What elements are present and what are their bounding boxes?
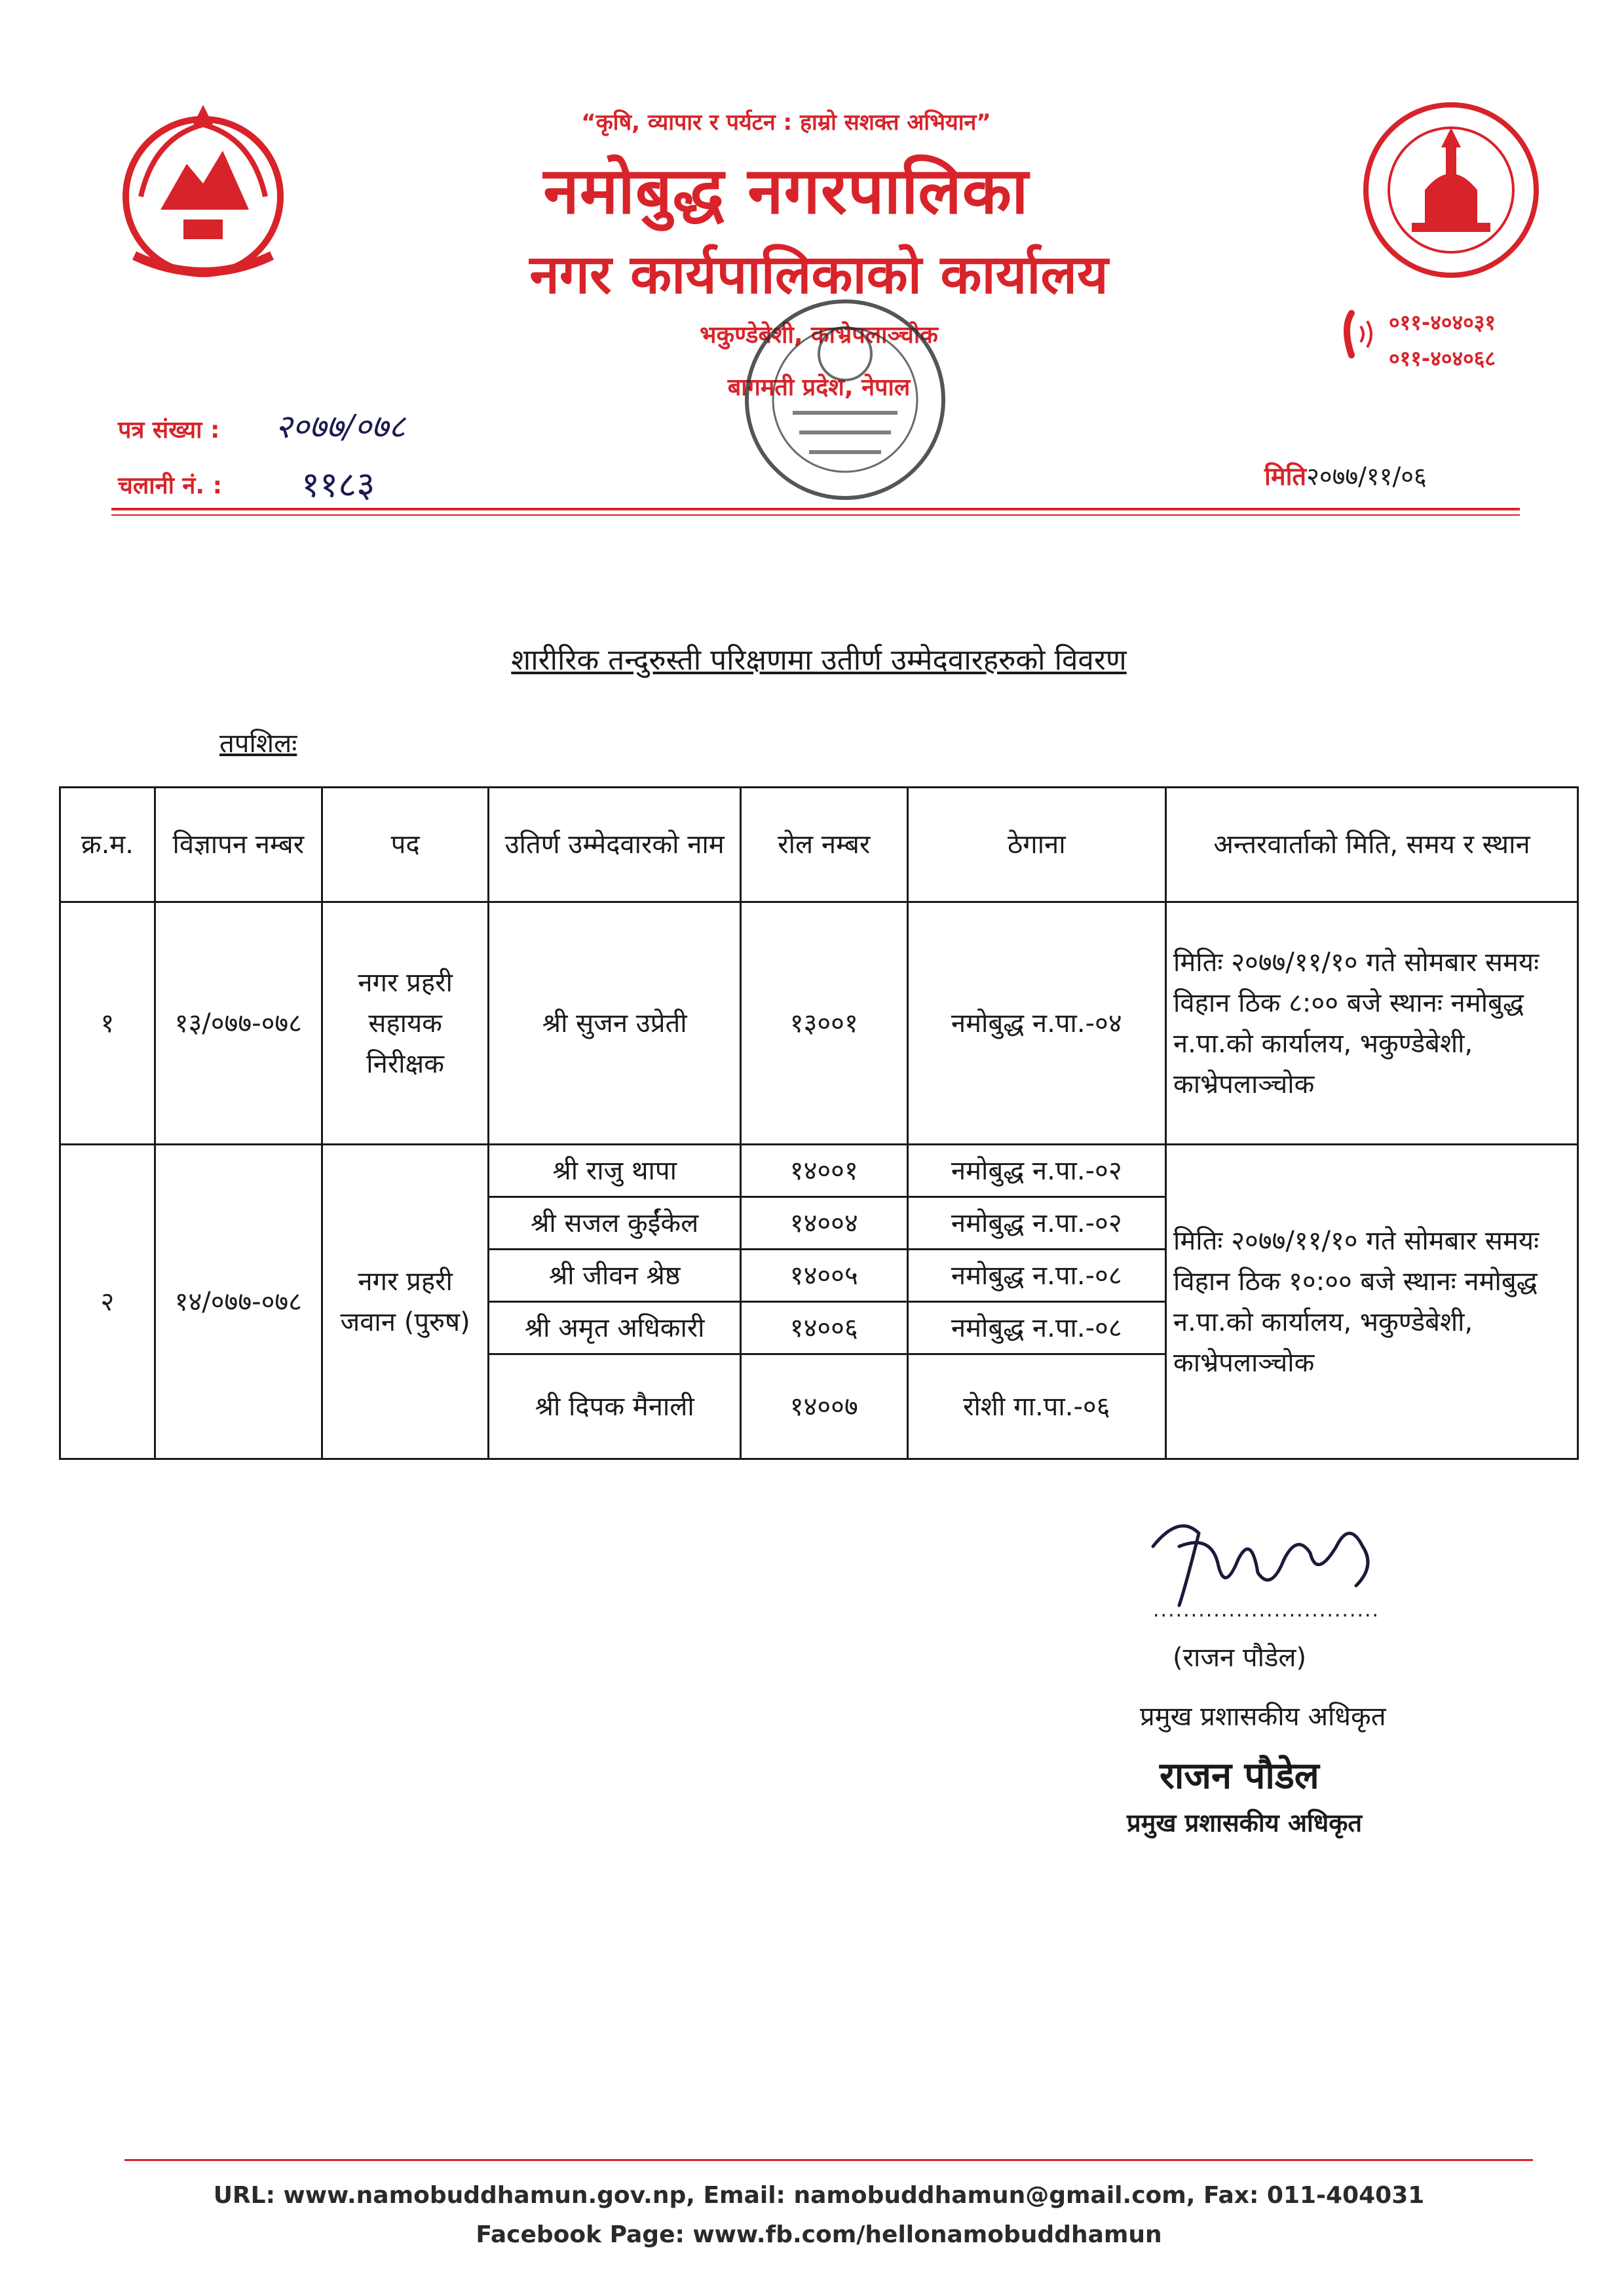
signatory-name: (राजन पौडेल) [1173, 1643, 1307, 1673]
cell-candidate-name: श्री अमृत अधिकारी [489, 1302, 740, 1354]
header-post: पद [322, 788, 489, 902]
results-table [59, 786, 1579, 1460]
cell-address: नमोबुद्ध न.पा.-०२ [907, 1145, 1165, 1197]
header-interview: अन्तरवार्ताको मिति, समय र स्थान [1165, 788, 1577, 902]
patra-sankhya-label: पत्र संख्या : [118, 417, 220, 444]
cell-address: नमोबुद्ध न.पा.-०२ [907, 1197, 1165, 1250]
signatory-stamp-name: राजन पौडेल [1160, 1755, 1319, 1797]
signature-line: .............................. [1153, 1599, 1380, 1622]
phone-icon [1340, 308, 1379, 360]
header-sn: क्र.म. [60, 788, 155, 902]
cell-candidate-name: श्री सुजन उप्रेती [489, 902, 740, 1145]
header-candidate-name: उतिर्ण उम्मेदवारको नाम [489, 788, 740, 902]
header-address: ठेगाना [907, 788, 1165, 902]
cell-post: नगर प्रहरी सहायक निरीक्षक [322, 902, 489, 1145]
cell-candidate-name: श्री राजु थापा [489, 1145, 740, 1197]
slogan: “कृषि, व्यापार र पर्यटन : हाम्रो सशक्त अभियान” [581, 109, 991, 136]
cell-address: नमोबुद्ध न.पा.-०८ [907, 1250, 1165, 1302]
office-stamp-icon [727, 282, 963, 518]
date-label: मिति [1264, 462, 1307, 491]
nepal-emblem-icon [115, 98, 292, 295]
cell-sn: २ [60, 1145, 155, 1459]
table-row [60, 902, 1578, 1145]
date [1264, 459, 1427, 493]
cell-post: नगर प्रहरी जवान (पुरुष) [322, 1145, 489, 1459]
address-line-1: भकुण्डेबेशी, काभ्रेपलाञ्चोक [700, 322, 938, 349]
cell-sn: १ [60, 902, 155, 1145]
phone-number-2: ०११-४०४०६८ [1389, 346, 1496, 371]
table-row [60, 1145, 1578, 1197]
footer-contact: URL: www.namobuddhamun.gov.np, Email: namobuddhamun@gmail.com, Fax: 011-404031 [213, 2182, 1425, 2209]
address-line-2: बागमती प्रदेश, नेपाल [727, 374, 911, 401]
cell-advert-no: १४/०७७-०७८ [155, 1145, 322, 1459]
cell-address: रोशी गा.पा.-०६ [907, 1354, 1165, 1459]
patra-sankhya-value: २०७७/०७८ [275, 408, 406, 446]
phone-number-1: ०११-४०४०३१ [1389, 310, 1496, 335]
cell-roll-no: १४००६ [740, 1302, 907, 1354]
footer-facebook: Facebook Page: www.fb.com/hellonamobuddhamun [476, 2221, 1162, 2248]
municipality-logo-icon [1359, 98, 1543, 282]
chalani-value: ११८३ [301, 464, 375, 505]
cell-roll-no: १४००१ [740, 1145, 907, 1197]
cell-advert-no: १३/०७७-०७८ [155, 902, 322, 1145]
cell-address: नमोबुद्ध न.पा.-०४ [907, 902, 1165, 1145]
tapsil-label: तपशिलः [219, 729, 297, 759]
signatory-stamp-title: प्रमुख प्रशासकीय अधिकृत [1127, 1808, 1363, 1837]
cell-roll-no: १३००१ [740, 902, 907, 1145]
cell-interview: मितिः २०७७/११/१० गते सोमबार समयः विहान ठिक ८:०० बजे स्थानः नमोबुद्ध न.पा.को कार्यालय, भकुण्डेबेशी, काभ्रेपलाञ्चोक [1165, 902, 1577, 1145]
date-value: २०७७/११/०६ [1306, 462, 1427, 491]
signatory-title: प्रमुख प्रशासकीय अधिकृत [1140, 1702, 1386, 1732]
table-header-row [60, 788, 1578, 902]
office-title: नगर कार्यपालिकाको कार्यालय [529, 244, 1108, 306]
cell-roll-no: १४००७ [740, 1354, 907, 1459]
cell-interview: मितिः २०७७/११/१० गते सोमबार समयः विहान ठिक १०:०० बजे स्थानः नमोबुद्ध न.पा.को कार्यालय, भकुण्डेबेशी, काभ्रेपलाञ्चोक [1165, 1145, 1577, 1459]
cell-candidate-name: श्री सजल कुईंकेल [489, 1197, 740, 1250]
footer-divider [124, 2159, 1533, 2161]
cell-address: नमोबुद्ध न.पा.-०८ [907, 1302, 1165, 1354]
header-divider-thin [111, 514, 1520, 516]
cell-roll-no: १४००४ [740, 1197, 907, 1250]
document-heading: शारीरिक तन्दुरुस्ती परिक्षणमा उतीर्ण उम्मेदवारहरुको विवरण [511, 643, 1127, 677]
cell-roll-no: १४००५ [740, 1250, 907, 1302]
municipality-title: नमोबुद्ध नगरपालिका [543, 154, 1029, 229]
header-roll-no: रोल नम्बर [740, 788, 907, 902]
header-divider [111, 508, 1520, 510]
header-advert-no: विज्ञापन नम्बर [155, 788, 322, 902]
cell-candidate-name: श्री जीवन श्रेष्ठ [489, 1250, 740, 1302]
cell-candidate-name: श्री दिपक मैनाली [489, 1354, 740, 1459]
chalani-label: चलानी नं. : [118, 472, 223, 499]
